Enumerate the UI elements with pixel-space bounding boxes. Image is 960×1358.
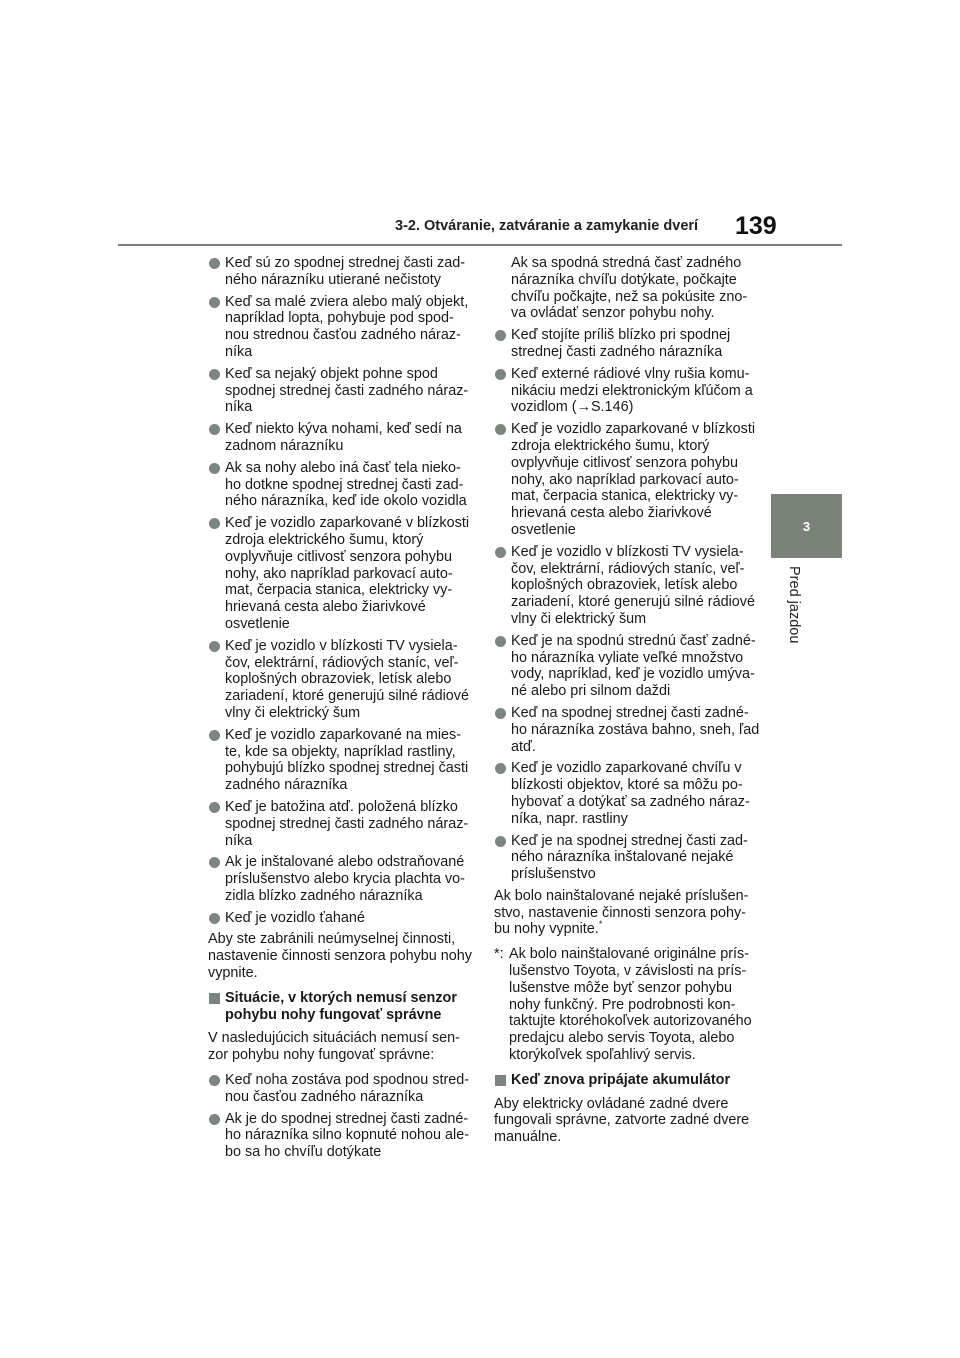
chapter-label: Pred jazdou [786,566,802,644]
list-item [208,854,476,904]
list-item-text: Keď je vozidlo v blízkosti TV vysiela- čov, elektrární, rádiových staníc, veľ- koplošných obrazoviek, letísk alebo zariadení, ktoré generujú silné rádiové vlny či elektrický šum [511,543,755,627]
list-item-text: Keď noha zostáva pod spodnou stred- nou časťou zadného nárazníka [225,1072,470,1105]
bullet-icon [495,763,506,774]
bullet-icon [495,330,506,341]
list-item [494,705,762,755]
list-item [208,460,476,510]
paragraph: V nasledujúcich situáciách nemusí sen- zor pohybu nohy fungovať správne: [208,1030,460,1064]
bullet-icon [209,1075,220,1086]
list-item-text: Ak je inštalované alebo odstraňované príslušenstvo alebo krycia plachta vo- zidla blízko zadného nárazníka [225,854,465,904]
list-item-text: Keď je vozidlo ťahané [225,909,365,926]
section-heading [208,990,476,1024]
list-item-text: Keď sú zo spodnej strednej časti zad- ného nárazníku utierané nečistoty [225,255,466,288]
bullet-icon [209,424,220,435]
list-item-text: Keď je batožina atď. položená blízko spodnej strednej časti zadného náraz- níka [225,798,469,849]
list-item [494,327,762,361]
square-bullet-icon [495,1075,506,1086]
footnote-reference: * [598,919,603,930]
list-item [208,727,476,794]
left-column [208,255,476,1166]
bullet-icon [495,547,506,558]
list-item-text: Keď je vozidlo zaparkované v blízkosti zdroja elektrického šumu, ktorý ovplyvňuje citlivosť senzora pohybu nohy, ako napríklad parkovací auto- mat, čerpacia stanica, elektricky vy- hrievaná cesta alebo žiarivkové osvetlenie [225,515,470,632]
list-item [208,638,476,722]
list-item-text: Keď sa nejaký objekt pohne spod spodnej strednej časti zadného náraz- níka [225,365,469,416]
footnote-marker: *: [494,946,504,963]
list-item [208,294,476,361]
list-item-text: Ak je do spodnej strednej časti zadné- ho nárazníka silno kopnuté nohou ale- bo sa ho chvíľu dotýkate [225,1110,470,1161]
list-item [208,799,476,849]
list-item-text: Keď externé rádiové vlny rušia komu- nikáciu medzi elektronickým kľúčom a vozidlom (→S.146) [511,365,753,416]
list-item-text: Keď na spodnej strednej časti zadné- ho nárazníka zostáva bahno, sneh, ľad atď. [511,704,760,755]
chapter-number: 3 [802,518,811,534]
paragraph-text: Ak bolo nainštalované nejaké príslušen- stvo, nastavenie činnosti senzora pohy- bu nohy vypnite. [494,887,749,938]
list-item-text: Keď sa malé zviera alebo malý objekt, napríklad lopta, pohybuje pod spod- nou strednou časťou zadného náraz- níka [225,293,469,360]
list-item [208,421,476,455]
bullet-icon [209,258,220,269]
bullet-icon [209,1114,220,1125]
right-column [494,255,762,1154]
chapter-tab [771,494,842,558]
paragraph: Aby ste zabránili neúmyselnej činnosti, nastavenie činnosti senzora pohybu nohy vypnite. [208,931,473,982]
bullet-icon [209,802,220,813]
list-item [494,366,762,416]
list-item [208,515,476,633]
list-item-text: Keď je na spodnú strednú časť zadné- ho nárazníka vyliate veľké množstvo vody, napríklad, keď je vozidlo umýva- né alebo pri silnom daždi [511,632,756,700]
list-item-text: Keď je vozidlo zaparkované chvíľu v blízkosti objektov, ktoré sa môžu po- hybovať a dotýkať sa zadného náraz- níka, napr. rastliny [511,760,750,827]
list-item [494,833,762,883]
list-item [494,544,762,628]
list-item [494,633,762,700]
bullet-icon [209,913,220,924]
footnote [494,946,762,1064]
bullet-icon [209,297,220,308]
list-item [494,760,762,827]
list-item [208,1111,476,1161]
paragraph [494,888,762,938]
section-heading-text: Keď znova pripájate akumulátor [511,1071,731,1088]
list-item-text: Keď je na spodnej strednej časti zad- ného nárazníka inštalované nejaké príslušenstvo [511,832,748,883]
paragraph: Aby elektricky ovládané zadné dvere fungovali správne, zatvorte zadné dvere manuálne. [494,1095,750,1146]
list-item-text: Keď je vozidlo zaparkované na mies- te, kde sa objekty, napríklad rastliny, pohybujú blízko spodnej strednej časti zadného nárazníka [225,726,469,794]
square-bullet-icon [209,993,220,1004]
bullet-icon [209,463,220,474]
bullet-icon [495,708,506,719]
list-item-text: Keď je vozidlo zaparkované v blízkosti zdroja elektrického šumu, ktorý ovplyvňuje citlivosť senzora pohybu nohy, ako napríklad parkovací auto- mat, čerpacia stanica, elektricky vy- hrievaná cesta alebo žiarivkové osvetlenie [511,421,756,538]
bullet-icon [209,857,220,868]
bullet-icon [495,369,506,380]
bullet-icon [495,424,506,435]
list-item-text: Keď niekto kýva nohami, keď sedí na zadnom nárazníku [225,421,462,454]
list-item [208,255,476,289]
list-item [208,366,476,416]
list-item [208,910,476,927]
bullet-icon [209,641,220,652]
bullet-icon [495,836,506,847]
list-item-text: Keď je vozidlo v blízkosti TV vysiela- čov, elektrární, rádiových staníc, veľ- koplošných obrazoviek, letísk alebo zariadení, ktoré generujú silné rádiové vlny či elektrický šum [225,637,469,721]
section-heading-text: Situácie, v ktorých nemusí senzor pohybu nohy fungovať správne [225,989,457,1023]
bullet-icon [495,636,506,647]
section-title: 3-2. Otváranie, zatváranie a zamykanie dverí [395,218,699,234]
list-item [494,421,762,539]
bullet-icon [209,369,220,380]
continued-text: Ak sa spodná stredná časť zadného nárazníka chvíľu dotýkate, počkajte chvíľu počkajte, než sa pokúsite zno- va ovládať senzor pohybu nohy. [511,255,748,322]
list-item [208,1072,476,1106]
bullet-icon [209,730,220,741]
header-rule [118,244,842,246]
section-heading [494,1072,762,1089]
footnote-text: Ak bolo nainštalované originálne prís- lušenstvo Toyota, v závislosti na prís- lušenstve môže byť senzor pohybu nohy funkčný. Pre podrobnosti kon- taktujte ktoréhokoľvek autorizovaného predajcu alebo servis Toyota, alebo ktorýkoľvek spoľahlivý servis. [509,946,752,1064]
page-number: 139 [735,212,777,240]
bullet-icon [209,518,220,529]
list-item-text: Ak sa nohy alebo iná časť tela nieko- ho dotkne spodnej strednej časti zad- ného nárazníka, keď ide okolo vozidla [225,459,467,510]
list-item-text: Keď stojíte príliš blízko pri spodnej strednej časti zadného nárazníka [511,327,731,360]
